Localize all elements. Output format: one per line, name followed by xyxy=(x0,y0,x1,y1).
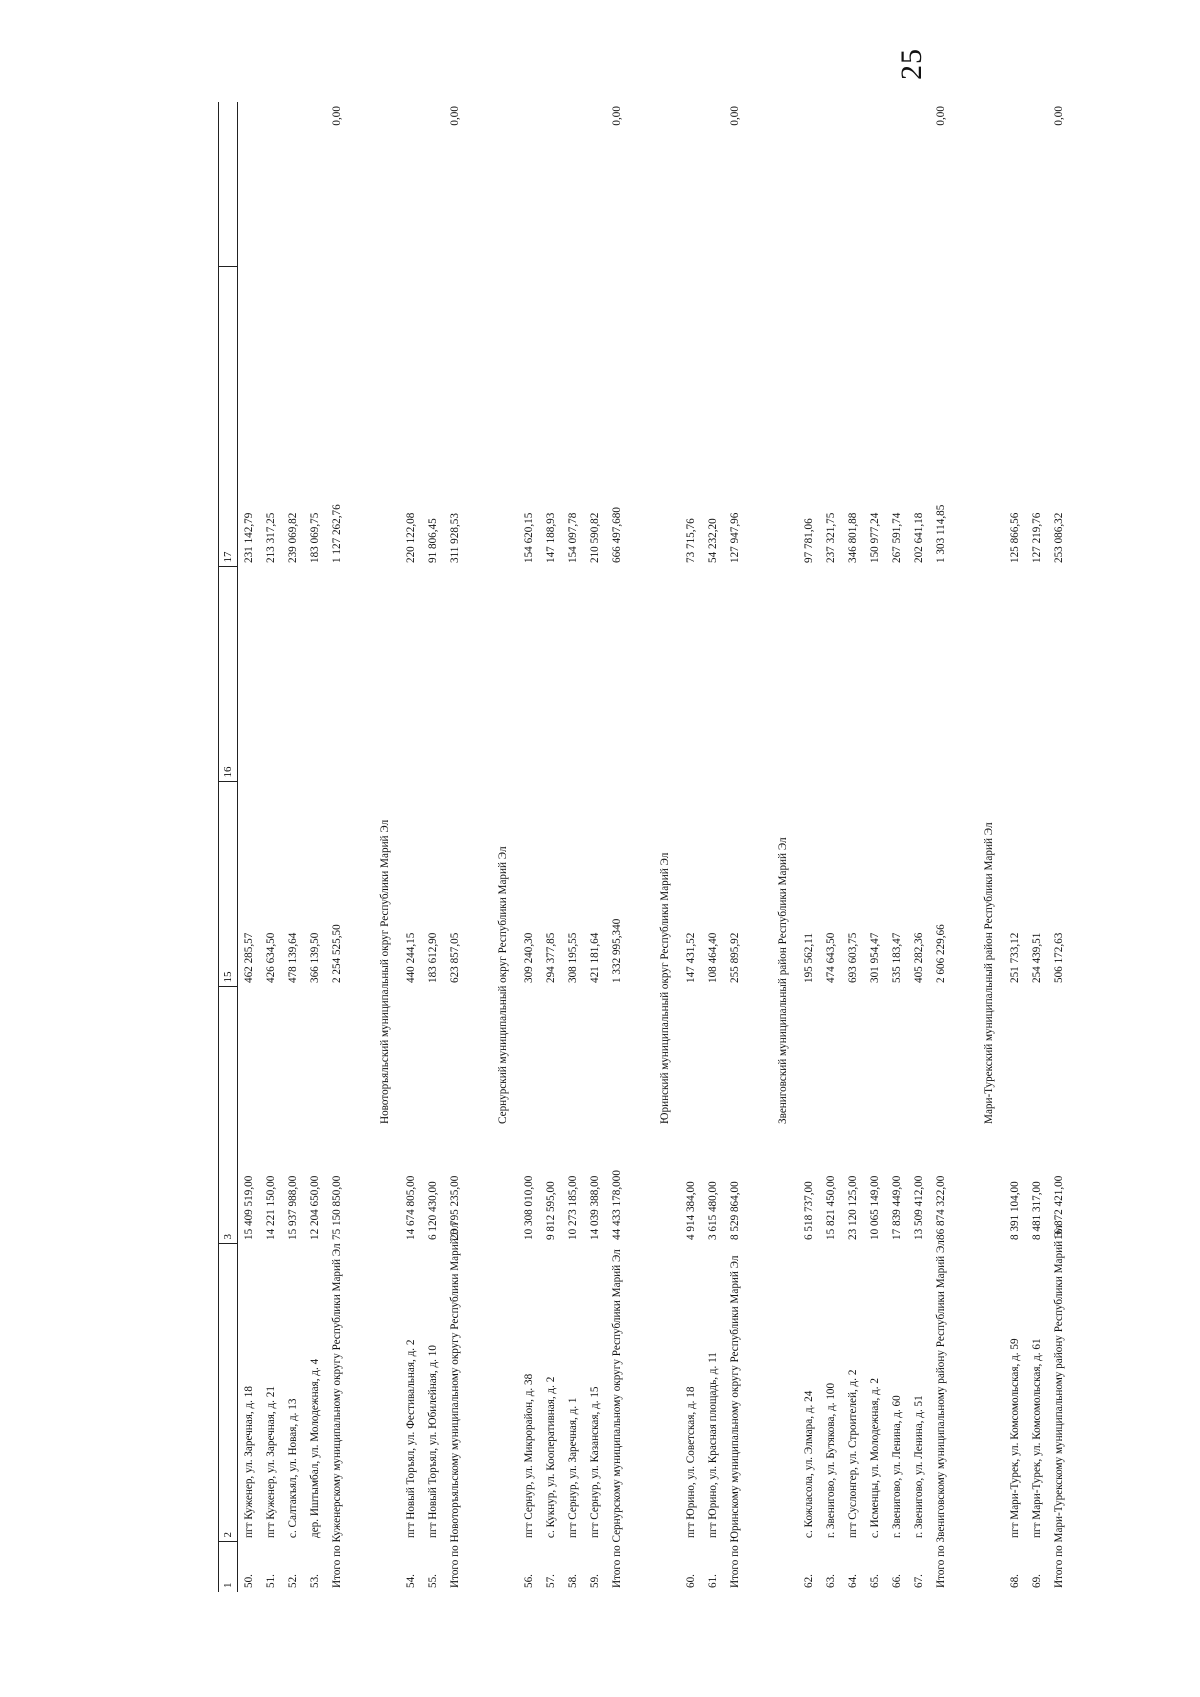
column-16-cell xyxy=(238,567,261,782)
total-column-17-cell: 1 303 114,85 xyxy=(935,504,947,563)
column-18-cell xyxy=(886,102,908,267)
spacer-cell xyxy=(1070,102,1092,1592)
address-cell: с. Кукнур, ул. Кооперативная, д. 2 xyxy=(545,1376,557,1538)
row-number: 55. xyxy=(427,1574,439,1588)
row-number: 69. xyxy=(1031,1574,1043,1588)
section-spacer xyxy=(974,267,1004,567)
column-15-cell: 308 195,55 xyxy=(567,932,579,983)
address-cell: с. Исменцы, ул. Молодежная, д. 2 xyxy=(869,1378,881,1538)
column-header: 15 xyxy=(219,782,238,987)
address-cell: с. Салтакъял, ул. Новая, д. 13 xyxy=(287,1398,299,1538)
spacer-cell xyxy=(466,102,488,1592)
column-18-cell xyxy=(1004,102,1026,267)
column-16-cell xyxy=(702,567,724,782)
row-number: 58. xyxy=(567,1574,579,1588)
column-17-cell: 202 641,18 xyxy=(913,512,925,563)
cost-cell: 15 821 450,00 xyxy=(825,1175,837,1240)
cost-cell: 9 812 595,00 xyxy=(545,1181,557,1240)
cost-cell: 10 065 149,00 xyxy=(869,1175,881,1240)
spacer-row xyxy=(348,102,370,1592)
section-spacer xyxy=(768,1244,798,1542)
address-cell: пгт Сернур, ул. Микрорайон, д. 38 xyxy=(523,1373,535,1538)
column-15-cell: 478 139,64 xyxy=(287,932,299,983)
column-18-cell xyxy=(864,102,886,267)
cost-cell: 13 509 412,00 xyxy=(913,1175,925,1240)
row-number: 63. xyxy=(825,1574,837,1588)
section-spacer xyxy=(974,1542,1004,1592)
table-row xyxy=(1004,102,1026,1592)
column-16-cell xyxy=(820,567,842,782)
section-spacer xyxy=(974,1244,1004,1542)
table-row xyxy=(540,102,562,1592)
column-18-cell xyxy=(908,102,930,267)
row-number: 59. xyxy=(589,1574,601,1588)
address-cell: пгт Куженер, ул. Заречная, д. 21 xyxy=(265,1386,277,1538)
section-spacer xyxy=(370,267,400,567)
total-cost-cell: 20 795 235,00 xyxy=(449,1175,461,1240)
spacer-cell xyxy=(746,102,768,1592)
section-spacer xyxy=(650,102,680,267)
column-15-cell: 366 139,50 xyxy=(309,932,321,983)
total-column-18-cell: 0,00 xyxy=(449,106,461,126)
column-15-cell: 183 612,90 xyxy=(427,932,439,983)
column-18-cell xyxy=(260,102,282,267)
section-header-row xyxy=(370,102,400,1592)
total-column-18-cell: 0,00 xyxy=(729,106,741,126)
address-cell: пгт Новый Торъял, ул. Юбилейная, д. 10 xyxy=(427,1345,439,1538)
total-column-16-cell xyxy=(724,567,746,782)
table-row xyxy=(702,102,724,1592)
section-spacer xyxy=(370,102,400,267)
row-number: 50. xyxy=(243,1574,255,1588)
cost-cell: 8 391 104,00 xyxy=(1009,1181,1021,1240)
column-18-cell xyxy=(540,102,562,267)
table-row xyxy=(238,102,261,1592)
total-row xyxy=(1048,102,1070,1592)
address-cell: пгт Суслонгер, ул. Строителей, д. 2 xyxy=(847,1369,859,1538)
rotated-table-container xyxy=(218,102,1065,1592)
total-column-16-cell xyxy=(1048,567,1070,782)
column-16-cell xyxy=(680,567,702,782)
address-cell: г. Звенигово, ул. Ленина, д. 60 xyxy=(891,1395,903,1538)
total-column-17-cell: 253 086,32 xyxy=(1053,512,1065,563)
address-cell: пгт Мари-Турек, ул. Комсомольская, д. 61 xyxy=(1031,1338,1043,1538)
total-column-15-cell: 623 857,05 xyxy=(449,932,461,983)
cost-cell: 6 120 430,00 xyxy=(427,1181,439,1240)
column-16-cell xyxy=(400,567,422,782)
column-17-cell: 210 590,82 xyxy=(589,512,601,563)
row-number: 57. xyxy=(545,1574,557,1588)
column-17-cell: 147 188,93 xyxy=(545,512,557,563)
column-16-cell xyxy=(422,567,444,782)
address-cell: пгт Сернур, ул. Казанская, д. 15 xyxy=(589,1386,601,1538)
column-15-cell: 462 285,57 xyxy=(243,932,255,983)
column-17-cell: 154 620,15 xyxy=(523,512,535,563)
section-header-row xyxy=(650,102,680,1592)
table-row xyxy=(422,102,444,1592)
table-row xyxy=(1026,102,1048,1592)
total-label: Итого по Звениговскому муниципальному району Республики Марий Эл xyxy=(935,1240,947,1588)
cost-cell: 23 120 125,00 xyxy=(847,1175,859,1240)
column-16-cell xyxy=(260,567,282,782)
table-row xyxy=(886,102,908,1592)
address-cell: с. Кожласола, ул. Элмара, д. 24 xyxy=(803,1390,815,1538)
total-column-18-cell: 0,00 xyxy=(935,106,947,126)
column-16-cell xyxy=(304,567,326,782)
column-15-cell: 440 244,15 xyxy=(405,932,417,983)
total-column-15-cell: 1 332 995,340 xyxy=(611,918,623,983)
column-17-cell: 183 069,75 xyxy=(309,512,321,563)
total-column-18-cell: 0,00 xyxy=(331,106,343,126)
cost-cell: 8 481 317,00 xyxy=(1031,1181,1043,1240)
table-row xyxy=(842,102,864,1592)
table-row xyxy=(282,102,304,1592)
total-cost-cell: 44 433 178,000 xyxy=(611,1170,623,1240)
column-header: 16 xyxy=(219,567,238,782)
cost-cell: 12 204 650,00 xyxy=(309,1175,321,1240)
spacer-cell xyxy=(348,102,370,1592)
row-number: 52. xyxy=(287,1574,299,1588)
column-header: 17 xyxy=(219,267,238,567)
cost-cell: 4 914 384,00 xyxy=(685,1181,697,1240)
column-15-cell: 426 634,50 xyxy=(265,932,277,983)
total-label: Итого по Новоторъяльскому муниципальному округу Республики Марий Эл xyxy=(449,1222,461,1588)
total-label: Итого по Мари-Турекскому муниципальному району Республики Марий Эл xyxy=(1053,1225,1065,1588)
table-row xyxy=(908,102,930,1592)
total-label: Итого по Куженерскому муниципальному округу Республики Марий Эл xyxy=(331,1243,343,1588)
section-spacer xyxy=(488,1542,518,1592)
spacer-row xyxy=(746,102,768,1592)
column-17-cell: 150 977,24 xyxy=(869,512,881,563)
spacer-row xyxy=(628,102,650,1592)
cost-cell: 3 615 480,00 xyxy=(707,1181,719,1240)
section-title: Звениговский муниципальный район Республики Марий Эл xyxy=(777,837,789,1124)
total-row xyxy=(444,102,466,1592)
spacer-cell xyxy=(952,102,974,1592)
total-cost-cell: 8 529 864,00 xyxy=(729,1181,741,1240)
row-number: 54. xyxy=(405,1574,417,1588)
section-spacer xyxy=(768,267,798,567)
total-column-16-cell xyxy=(444,567,466,782)
column-17-cell: 267 591,74 xyxy=(891,512,903,563)
cost-cell: 10 273 185,00 xyxy=(567,1175,579,1240)
column-17-cell: 239 069,82 xyxy=(287,512,299,563)
column-16-cell xyxy=(282,567,304,782)
column-16-cell xyxy=(886,567,908,782)
cost-cell: 14 221 150,00 xyxy=(265,1175,277,1240)
section-spacer xyxy=(488,267,518,567)
column-17-cell: 154 097,78 xyxy=(567,512,579,563)
section-title: Сернурский муниципальный округ Республики Марий Эл xyxy=(497,846,509,1124)
spacer-cell xyxy=(628,102,650,1592)
table-row xyxy=(584,102,606,1592)
column-18-cell xyxy=(282,102,304,267)
column-16-cell xyxy=(798,567,820,782)
row-number: 51. xyxy=(265,1574,277,1588)
spacer-row xyxy=(466,102,488,1592)
section-title: Юринский муниципальный округ Республики Марий Эл xyxy=(659,852,671,1124)
address-cell: г. Звенигово, ул. Ленина, д. 51 xyxy=(913,1395,925,1538)
column-17-cell: 97 781,06 xyxy=(803,518,815,563)
column-16-cell xyxy=(1026,567,1048,782)
total-column-16-cell xyxy=(930,567,952,782)
section-spacer xyxy=(650,267,680,567)
total-column-18-cell: 0,00 xyxy=(1053,106,1065,126)
column-header: 1 xyxy=(219,1542,238,1592)
column-16-cell xyxy=(864,567,886,782)
column-17-cell: 91 806,45 xyxy=(427,518,439,563)
page-number: 25 xyxy=(895,48,928,80)
column-17-cell: 127 219,76 xyxy=(1031,512,1043,563)
row-number: 60. xyxy=(685,1574,697,1588)
section-header-row xyxy=(974,102,1004,1592)
column-18-cell xyxy=(1026,102,1048,267)
column-16-cell xyxy=(518,567,540,782)
column-header xyxy=(219,102,238,267)
column-18-cell xyxy=(562,102,584,267)
address-cell: пгт Юрино, ул. Советская, д. 18 xyxy=(685,1386,697,1538)
total-cost-cell: 86 874 322,00 xyxy=(935,1175,947,1240)
cost-cell: 10 308 010,00 xyxy=(523,1175,535,1240)
address-cell: пгт Сернур, ул. Заречная, д. 1 xyxy=(567,1397,579,1538)
cost-cell: 14 674 805,00 xyxy=(405,1175,417,1240)
column-17-cell: 237 321,75 xyxy=(825,512,837,563)
column-18-cell xyxy=(842,102,864,267)
total-cost-cell: 16 872 421,00 xyxy=(1053,1175,1065,1240)
table-row xyxy=(680,102,702,1592)
total-label: Итого по Юринскому муниципальному округу Республики Марий Эл xyxy=(729,1255,741,1588)
total-row xyxy=(606,102,628,1592)
total-cost-cell: 75 150 850,00 xyxy=(331,1175,343,1240)
column-16-cell xyxy=(1004,567,1026,782)
column-15-cell: 108 464,40 xyxy=(707,932,719,983)
table-row xyxy=(400,102,422,1592)
column-18-cell xyxy=(702,102,724,267)
column-15-cell: 294 377,85 xyxy=(545,932,557,983)
column-17-cell: 220 122,08 xyxy=(405,512,417,563)
total-label: Итого по Сернурскому муниципальному округу Республики Марий Эл xyxy=(611,1249,623,1588)
table-row xyxy=(864,102,886,1592)
column-17-cell: 125 866,56 xyxy=(1009,512,1021,563)
section-header-row xyxy=(768,102,798,1592)
column-header: 3 xyxy=(219,987,238,1244)
address-cell: г. Звенигово, ул. Бутякова, д. 100 xyxy=(825,1382,837,1538)
row-number: 65. xyxy=(869,1574,881,1588)
section-spacer xyxy=(488,1244,518,1542)
address-cell: дер. Иштымбал, ул. Молодежная, д. 4 xyxy=(309,1358,321,1538)
total-column-17-cell: 666 497,680 xyxy=(611,507,623,563)
column-16-cell xyxy=(584,567,606,782)
column-17-cell: 213 317,25 xyxy=(265,512,277,563)
column-17-cell: 346 801,88 xyxy=(847,512,859,563)
column-15-cell: 251 733,12 xyxy=(1009,932,1021,983)
address-cell: пгт Куженер, ул. Заречная, д. 18 xyxy=(243,1386,255,1538)
table-row xyxy=(798,102,820,1592)
total-column-15-cell: 506 172,63 xyxy=(1053,932,1065,983)
table-row xyxy=(820,102,842,1592)
section-spacer xyxy=(370,1542,400,1592)
data-table xyxy=(218,102,1092,1592)
column-16-cell xyxy=(908,567,930,782)
total-column-15-cell: 2 606 229,66 xyxy=(935,924,947,983)
header-row xyxy=(219,102,238,1592)
column-18-cell xyxy=(422,102,444,267)
column-17-cell: 73 715,76 xyxy=(685,518,697,563)
row-number: 67. xyxy=(913,1574,925,1588)
column-15-cell: 309 240,30 xyxy=(523,932,535,983)
column-header: 2 xyxy=(219,1244,238,1542)
row-number: 66. xyxy=(891,1574,903,1588)
column-18-cell xyxy=(798,102,820,267)
column-18-cell xyxy=(238,102,261,267)
column-16-cell xyxy=(540,567,562,782)
total-column-16-cell xyxy=(606,567,628,782)
section-spacer xyxy=(650,1542,680,1592)
address-cell: пгт Юрино, ул. Красная площадь, д. 11 xyxy=(707,1352,719,1538)
table-body xyxy=(238,102,1093,1592)
column-18-cell xyxy=(400,102,422,267)
row-number: 64. xyxy=(847,1574,859,1588)
column-16-cell xyxy=(562,567,584,782)
column-18-cell xyxy=(680,102,702,267)
total-row xyxy=(724,102,746,1592)
section-spacer xyxy=(370,1244,400,1542)
cost-cell: 15 409 519,00 xyxy=(243,1175,255,1240)
section-spacer xyxy=(488,102,518,267)
section-spacer xyxy=(974,102,1004,267)
row-number: 68. xyxy=(1009,1574,1021,1588)
section-title: Новоторъяльский муниципальный округ Республики Марий Эл xyxy=(379,819,391,1124)
column-15-cell: 301 954,47 xyxy=(869,932,881,983)
cost-cell: 14 039 388,00 xyxy=(589,1175,601,1240)
column-15-cell: 693 603,75 xyxy=(847,932,859,983)
column-18-cell xyxy=(820,102,842,267)
column-15-cell: 535 183,47 xyxy=(891,932,903,983)
column-16-cell xyxy=(842,567,864,782)
address-cell: пгт Новый Торъял, ул. Фестивальная, д. 2 xyxy=(405,1339,417,1538)
total-column-17-cell: 1 127 262,76 xyxy=(331,504,343,563)
row-number: 61. xyxy=(707,1574,719,1588)
total-column-15-cell: 2 254 525,50 xyxy=(331,924,343,983)
column-15-cell: 405 282,36 xyxy=(913,932,925,983)
section-header-row xyxy=(488,102,518,1592)
cost-cell: 17 839 449,00 xyxy=(891,1175,903,1240)
row-number: 62. xyxy=(803,1574,815,1588)
column-15-cell: 147 431,52 xyxy=(685,932,697,983)
table-row xyxy=(562,102,584,1592)
total-column-17-cell: 311 928,53 xyxy=(449,513,461,563)
column-18-cell xyxy=(518,102,540,267)
cost-cell: 15 937 988,00 xyxy=(287,1175,299,1240)
table-row xyxy=(518,102,540,1592)
column-15-cell: 195 562,11 xyxy=(803,933,815,983)
column-15-cell: 474 643,50 xyxy=(825,932,837,983)
section-title: Мари-Турекский муниципальный район Республики Марий Эл xyxy=(983,822,995,1124)
column-15-cell: 254 439,51 xyxy=(1031,932,1043,983)
spacer-row xyxy=(1070,102,1092,1592)
total-row xyxy=(930,102,952,1592)
table-row xyxy=(304,102,326,1592)
column-18-cell xyxy=(584,102,606,267)
section-spacer xyxy=(768,1542,798,1592)
total-column-16-cell xyxy=(326,567,348,782)
address-cell: пгт Мари-Турек, ул. Комсомольская, д. 59 xyxy=(1009,1338,1021,1538)
column-15-cell: 421 181,64 xyxy=(589,932,601,983)
column-17-cell: 54 232,20 xyxy=(707,518,719,563)
total-column-15-cell: 255 895,92 xyxy=(729,932,741,983)
total-column-17-cell: 127 947,96 xyxy=(729,512,741,563)
column-18-cell xyxy=(304,102,326,267)
section-spacer xyxy=(768,102,798,267)
spacer-row xyxy=(952,102,974,1592)
table-row xyxy=(260,102,282,1592)
cost-cell: 6 518 737,00 xyxy=(803,1181,815,1240)
total-row xyxy=(326,102,348,1592)
section-spacer xyxy=(650,1244,680,1542)
total-column-18-cell: 0,00 xyxy=(611,106,623,126)
column-17-cell: 231 142,79 xyxy=(243,512,255,563)
row-number: 56. xyxy=(523,1574,535,1588)
row-number: 53. xyxy=(309,1574,321,1588)
